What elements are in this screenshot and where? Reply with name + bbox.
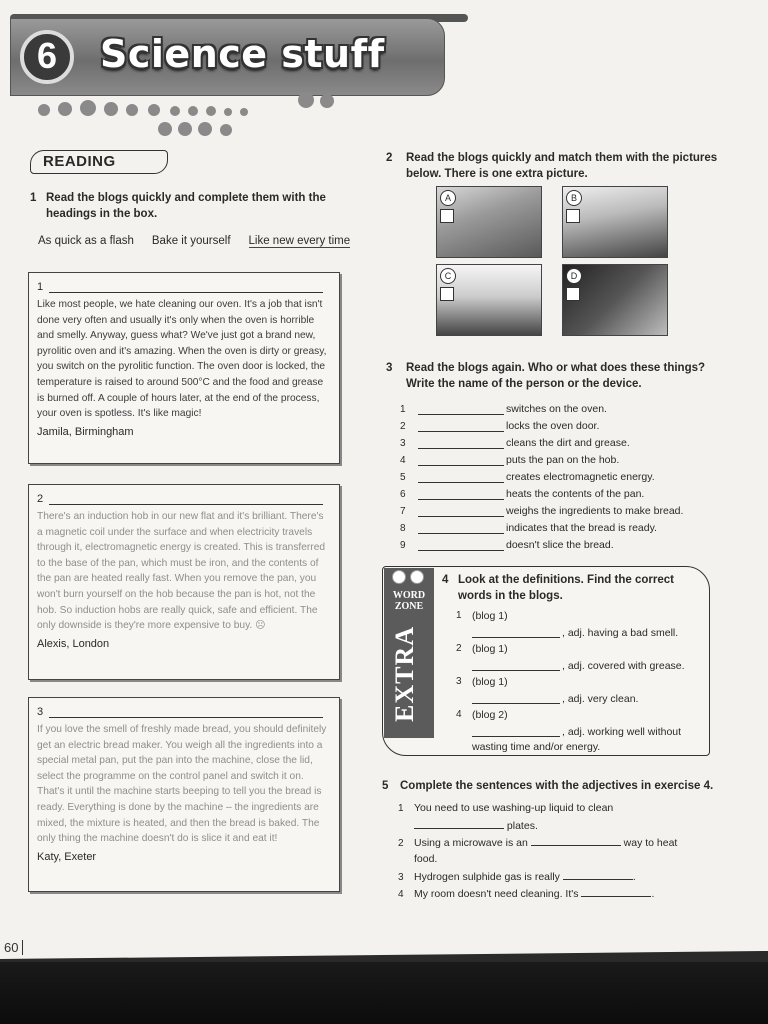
picture-b-bread — [562, 186, 668, 258]
picture-label: D — [566, 268, 582, 284]
answer-blank[interactable] — [418, 507, 504, 517]
list-item: 5 creates electromagnetic energy. — [400, 471, 655, 483]
list-item: 6 heats the contents of the pan. — [400, 488, 645, 500]
list-item: 4 My room doesn't need cleaning. It's . — [398, 888, 655, 900]
answer-blank[interactable] — [472, 628, 560, 638]
extra-label: EXTRA — [390, 625, 419, 722]
blog-card — [28, 272, 340, 464]
heading-option: As quick as a flash — [38, 235, 134, 247]
answer-blank[interactable] — [418, 541, 504, 551]
list-item: 2 Using a microwave is an way to heat — [398, 837, 678, 849]
list-item: 4 (blog 2) , adj. working well without wasting time and/or energy. — [456, 709, 682, 753]
answer-blank[interactable] — [418, 490, 504, 500]
blog-text: If you love the smell of freshly made bread, you should definitely get an electric bread maker. You weigh all the ingredients into a special metal pan, put the pan into the machine, close the lid, select the programme on the control panel and switch it on. That's it until the machine starts beeping to tell you the bread is ready. Everything is done by the machine – the ingredients are mixed, the mixture is heated, and then the bread is baked. The only thing the machine doesn't do is slice it and eat it! — [37, 724, 327, 845]
exercise-number: 1 — [30, 192, 37, 204]
picture-a-pyrolitic-oven — [436, 186, 542, 258]
instruction-text: Read the blogs quickly and complete them with the headings in the box. — [46, 192, 326, 220]
list-item: 4 puts the pan on the hob. — [400, 454, 620, 466]
picture-label: A — [440, 190, 456, 206]
answer-blank[interactable] — [418, 456, 504, 466]
bottom-dark-bar — [0, 962, 768, 1024]
exercise-number: 2 — [386, 152, 393, 164]
answer-blank[interactable] — [472, 661, 560, 671]
heading-option: Like new every time — [248, 235, 351, 247]
section-label-reading: READING — [30, 150, 168, 174]
answer-blank[interactable] — [531, 836, 621, 846]
answer-blank[interactable] — [418, 524, 504, 534]
answer-blank[interactable] — [418, 473, 504, 483]
instruction-text: Look at the definitions. Find the correct words in the blogs. — [458, 574, 674, 602]
exercise-number: 4 — [442, 574, 449, 586]
answer-blank[interactable] — [581, 887, 651, 897]
instruction-text: Read the blogs again. Who or what does these things? Write the name of the person or the device. — [406, 362, 706, 390]
list-item: food. — [414, 853, 438, 865]
blog-author: Katy, Exeter — [37, 850, 97, 863]
answer-blank[interactable] — [418, 439, 504, 449]
blog-number: 3 — [37, 706, 44, 718]
blog-author: Alexis, London — [37, 637, 110, 650]
blog-number: 2 — [37, 493, 44, 505]
picture-label: C — [440, 268, 456, 284]
answer-blank[interactable] — [472, 694, 560, 704]
exercise-3-list — [400, 398, 730, 551]
decorative-dots — [28, 100, 378, 146]
blog-card — [28, 484, 340, 680]
blog-heading-blank[interactable] — [37, 281, 331, 295]
unit-title: Science stuff — [100, 32, 385, 76]
blog-number: 1 — [37, 281, 44, 293]
answer-blank[interactable] — [563, 870, 633, 880]
answer-box[interactable] — [440, 287, 454, 301]
list-item: 7 weighs the ingredients to make bread. — [400, 505, 684, 517]
picture-d-oven-cleaning — [562, 264, 668, 336]
exercise-number: 5 — [382, 780, 389, 792]
list-item: 1 (blog 1) , adj. having a bad smell. — [456, 610, 679, 639]
blog-heading-blank[interactable] — [37, 706, 331, 720]
list-item: plates. — [398, 819, 728, 836]
answer-blank[interactable] — [472, 727, 560, 737]
answer-box[interactable] — [440, 209, 454, 223]
picture-c-pan-on-hob — [436, 264, 542, 336]
headings-box — [38, 235, 350, 248]
blog-text: There's an induction hob in our new flat and it's brilliant. There's a magnetic coil under the surface and when electricity travels through it, electromagnetic energy is created. This is transferred to the base of the pan, which must be iron, and the contents of the pan are heated really fast. When you remove the pan, you won't burn yourself on the hob because the pan is hot, not the hob. So induction hobs are really quick, safe and efficient. The only downside is they're more expensive to buy. ☹ — [37, 511, 326, 632]
answer-blank[interactable] — [418, 405, 504, 415]
instruction-text: Complete the sentences with the adjectives in exercise 4. — [400, 780, 714, 792]
instruction-text: Read the blogs quickly and match them with the pictures below. There is one extra picture. — [406, 152, 718, 180]
list-item: 1 You need to use washing-up liquid to clean — [398, 802, 614, 814]
exercise-4-list — [456, 610, 706, 753]
list-item: 1 switches on the oven. — [400, 403, 607, 415]
list-item: 9 doesn't slice the bread. — [400, 539, 614, 551]
blog-heading-blank[interactable] — [37, 493, 331, 507]
list-item: 3 cleans the dirt and grease. — [400, 437, 630, 449]
picture-label: B — [566, 190, 582, 206]
list-item: 2 locks the oven door. — [400, 420, 600, 432]
heading-option: Bake it yourself — [151, 235, 231, 247]
blog-author: Jamila, Birmingham — [37, 425, 134, 438]
list-item: 3 (blog 1) , adj. very clean. — [456, 676, 639, 705]
exercise-number: 3 — [386, 362, 393, 374]
exercise-5-list — [398, 802, 728, 904]
answer-box[interactable] — [566, 209, 580, 223]
list-item: 8 indicates that the bread is ready. — [400, 522, 657, 534]
answer-box[interactable] — [566, 287, 580, 301]
page-number: 60 — [4, 940, 23, 955]
answer-blank[interactable] — [418, 422, 504, 432]
word-zone-label: WORD ZONE — [392, 590, 426, 612]
blog-text: Like most people, we hate cleaning our oven. It's a job that isn't done very often and usually it's only when the oven is horrible and smelly. Anyway, guess what? We've just got a brand new, pyrolitic oven and it's amazing. When the oven is dirty or greasy, you switch on the pyrolitic function. The oven door is locked, the temperature is raised to around 500°C and the food and grease is burned off. A couple of hours later, at the end of the process, your oven is spotless. It's like magic! — [37, 299, 327, 420]
list-item: 3 Hydrogen sulphide gas is really . — [398, 871, 636, 883]
unit-number: 6 — [20, 30, 74, 84]
blog-card — [28, 697, 340, 892]
answer-blank[interactable] — [414, 819, 504, 829]
list-item: 2 (blog 1) , adj. covered with grease. — [456, 643, 685, 672]
